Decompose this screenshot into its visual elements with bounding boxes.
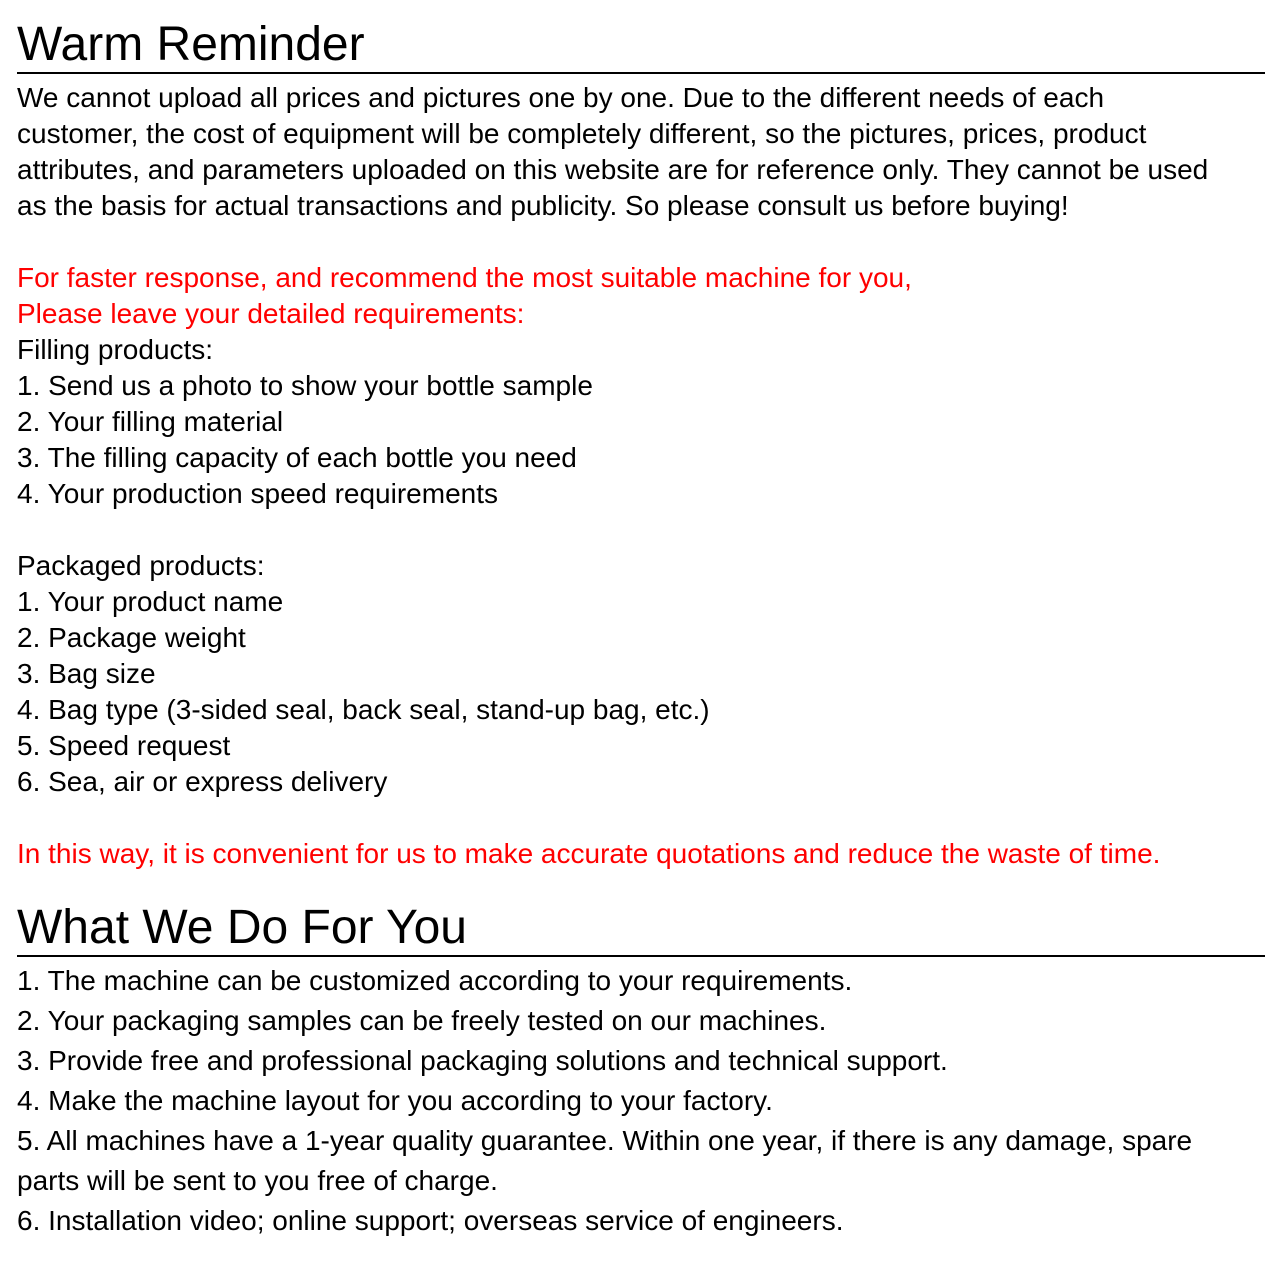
spacer (17, 800, 1265, 836)
list-item: 3. Provide free and professional packaging solutions and technical support. (17, 1045, 948, 1076)
list-item: 2. Your packaging samples can be freely tested on our machines. (17, 1005, 827, 1036)
spacer (17, 512, 1265, 548)
list-item: 4. Bag type (3-sided seal, back seal, stand-up bag, etc.) (17, 694, 710, 725)
list-item: 1. Your product name (17, 586, 284, 617)
list-item: 5. All machines have a 1-year quality guarantee. Within one year, if there is any damage, spare parts will be sent to you free of charge. (17, 1125, 1193, 1196)
spacer (17, 224, 1265, 260)
list-item: 1. The machine can be customized according to your requirements. (17, 965, 853, 996)
list-item: 3. The filling capacity of each bottle you need (17, 442, 577, 473)
warm-reminder-heading: Warm Reminder (17, 18, 365, 71)
what-we-do-heading: What We Do For You (17, 901, 467, 954)
filling-products-label: Filling products: (17, 334, 214, 365)
closing-notice: In this way, it is convenient for us to make accurate quotations and reduce the waste of time. (17, 838, 1161, 869)
what-we-do-section (17, 900, 1265, 1241)
list-item: 3. Bag size (17, 658, 156, 689)
list-item: 4. Make the machine layout for you according to your factory. (17, 1085, 773, 1116)
red-notice-line-2: Please leave your detailed requirements: (17, 298, 525, 329)
warm-reminder-section (17, 17, 1265, 872)
list-item: 5. Speed request (17, 730, 231, 761)
document-page (17, 0, 1265, 1241)
intro-paragraph: We cannot upload all prices and pictures one by one. Due to the different needs of each customer, the cost of equipment will be completely different, so the pictures, prices, product attributes, and parameters uploaded on this website are for reference only. They cannot be used as the basis for actual transactions and publicity. So please consult us before buying! (17, 82, 1209, 221)
services-list (17, 961, 1265, 1241)
list-item: 4. Your production speed requirements (17, 478, 498, 509)
list-item: 6. Sea, air or express delivery (17, 766, 388, 797)
list-item: 1. Send us a photo to show your bottle sample (17, 370, 593, 401)
list-item: 2. Your filling material (17, 406, 284, 437)
list-item: 6. Installation video; online support; overseas service of engineers. (17, 1205, 844, 1236)
packaged-products-label: Packaged products: (17, 550, 265, 581)
red-notice-line-1: For faster response, and recommend the most suitable machine for you, (17, 262, 912, 293)
list-item: 2. Package weight (17, 622, 246, 653)
